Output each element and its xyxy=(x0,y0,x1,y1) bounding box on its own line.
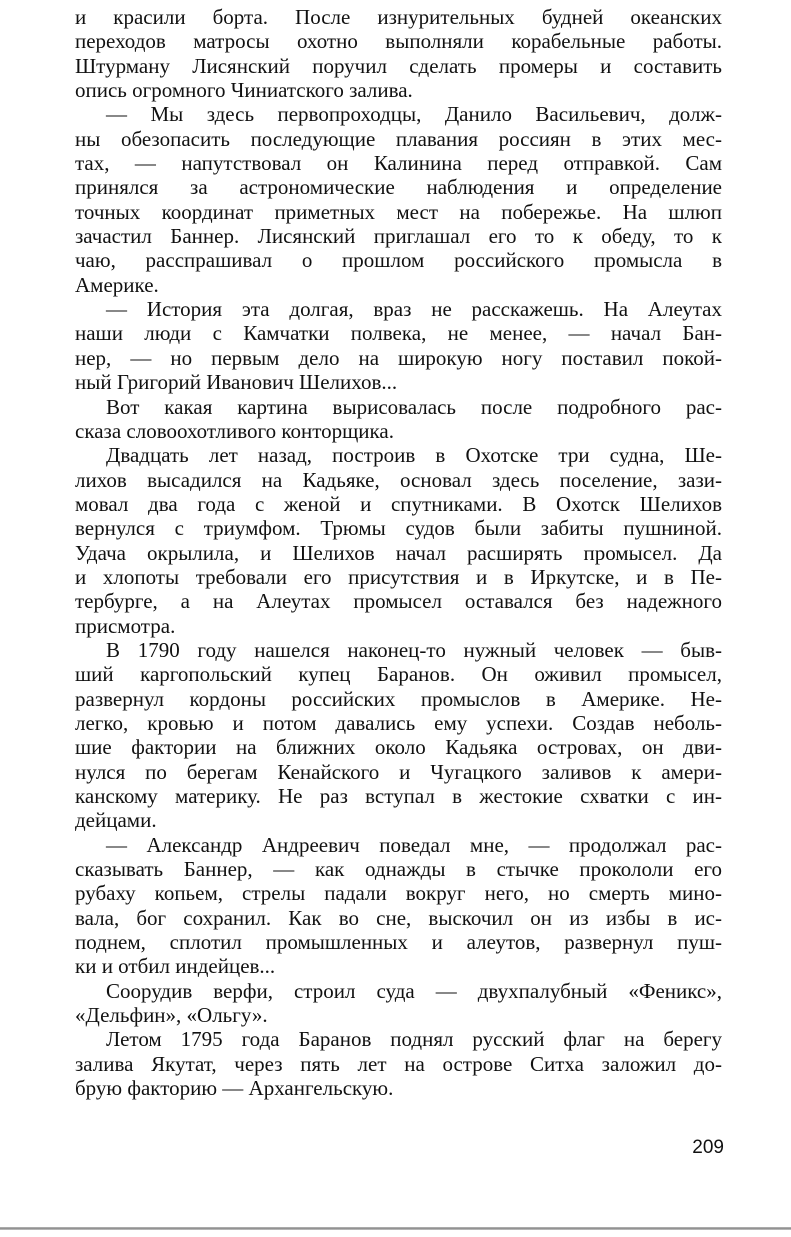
text-line: присмотра. xyxy=(75,613,176,638)
text-line: — Александр Андреевич поведал мне, — продолжал рас- xyxy=(106,832,722,857)
text-line: залива Якутат, через пять лет на острове Ситха заложил до- xyxy=(75,1051,722,1076)
text-line: дейцами. xyxy=(75,808,157,833)
paragraph xyxy=(75,1027,722,1100)
text-line: Вот какая картина вырисовалась после подробного рас- xyxy=(106,394,722,419)
book-page-text xyxy=(75,5,722,1100)
text-line: рубаху копьем, стрелы падали вокруг него, но смерть мино- xyxy=(75,881,722,906)
text-line: Летом 1795 года Баранов поднял русский флаг на берегу xyxy=(106,1027,722,1052)
text-line: — Мы здесь первопроходцы, Данило Васильевич, долж- xyxy=(106,102,722,127)
text-line: Соорудив верфи, строил суда — двухпалубный «Феникс», xyxy=(106,978,722,1003)
text-line: наши люди с Камчатки полвека, не менее, — начал Бан- xyxy=(75,321,722,346)
text-line: канскому материку. Не раз вступал в жестокие схватки с ин- xyxy=(75,784,722,808)
text-line: развернул кордоны российских промыслов в Америке. Не- xyxy=(75,686,722,711)
text-line: опись огромного Чиниатского залива. xyxy=(75,78,413,103)
paragraph xyxy=(75,395,722,444)
paragraph xyxy=(75,443,722,638)
paragraph xyxy=(75,297,722,394)
text-line: вала, бог сохранил. Как во сне, выскочил он из избы в ис- xyxy=(75,905,722,930)
text-line: зачастил Баннер. Лисянский приглашал его то к обеду, то к xyxy=(75,224,722,249)
text-line: мовал два года с женой и спутниками. В Охотск Шелихов xyxy=(75,491,722,516)
text-line: нер, — но первым дело на широкую ногу поставил покой- xyxy=(75,345,722,370)
text-line: лихов высадился на Кадьяке, основал здесь поселение, зази- xyxy=(75,467,722,492)
text-line: легко, кровью и потом давались ему успехи. Создав неболь- xyxy=(75,710,722,735)
paragraph xyxy=(75,979,722,1028)
paragraph xyxy=(75,5,722,102)
text-line: Удача окрылила, и Шелихов начал расширять промысел. Да xyxy=(75,540,722,565)
text-line: Двадцать лет назад, построив в Охотске три судна, Ше- xyxy=(106,443,722,468)
text-line: шие фактории на ближних около Кадьяка островах, он дви- xyxy=(75,735,722,760)
text-line: принялся за астрономические наблюдения и определение xyxy=(75,175,722,200)
text-line: чаю, расспрашивал о прошлом российского промысла в xyxy=(75,248,722,273)
paragraph xyxy=(75,638,722,833)
text-line: ки и отбил индейцев... xyxy=(75,954,276,979)
text-line: ны обезопасить последующие плавания россиян в этих мес- xyxy=(75,126,722,151)
paragraph xyxy=(75,102,722,297)
text-line: переходов матросы охотно выполняли корабельные работы. xyxy=(75,29,722,54)
text-line: Штурману Лисянский поручил сделать промеры и составить xyxy=(75,53,722,78)
text-line: тербурге, а на Алеутах промысел оставался без надежного xyxy=(75,589,722,614)
paragraph xyxy=(75,833,722,979)
text-line: сказа словоохотливого конторщика. xyxy=(75,418,394,443)
text-line: брую факторию — Архангельскую. xyxy=(75,1076,394,1101)
text-line: точных координат приметных мест на побережье. На шлюп xyxy=(75,199,722,224)
text-line: ший каргопольский купец Баранов. Он оживил промысел, xyxy=(75,662,722,687)
text-line: и хлопоты требовали его присутствия и в Иркутске, и в Пе- xyxy=(75,564,722,589)
text-line: Америке. xyxy=(75,272,159,297)
text-line: сказывать Баннер, — как однажды в стычке прокололи его xyxy=(75,857,722,882)
text-line: ный Григорий Иванович Шелихов... xyxy=(75,370,398,395)
text-line: и красили борта. После изнурительных будней океанских xyxy=(75,5,722,29)
text-line: поднем, сплотил промышленных и алеутов, развернул пуш- xyxy=(75,930,722,955)
page-bottom-edge xyxy=(0,1227,791,1230)
text-line: В 1790 году нашелся наконец-то нужный человек — быв- xyxy=(106,637,722,662)
text-line: вернулся с триумфом. Трюмы судов были забиты пушниной. xyxy=(75,516,722,541)
text-line: тах, — напутствовал он Калинина перед отправкой. Сам xyxy=(75,151,722,176)
text-line: нулся по берегам Кенайского и Чугацкого заливов к амери- xyxy=(75,759,722,784)
text-line: «Дельфин», «Ольгу». xyxy=(75,1003,268,1028)
text-line: — История эта долгая, враз не расскажешь. На Алеутах xyxy=(106,297,722,322)
page-number: 209 xyxy=(692,1137,724,1158)
